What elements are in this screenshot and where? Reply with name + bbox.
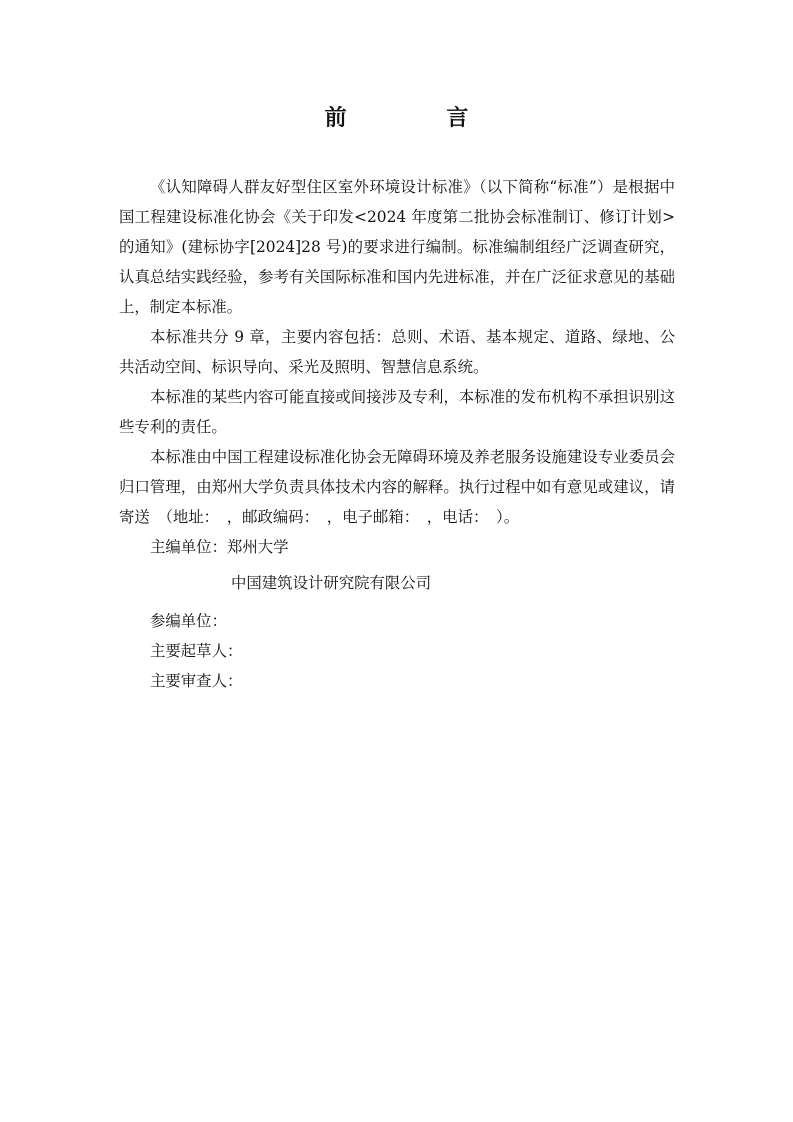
- chief-units-line: 主编单位：郑州大学: [150, 538, 289, 556]
- drafters-line: 主要起草人：: [150, 642, 243, 660]
- paragraph-intro: 《认知障碍人群友好型住区室外环境设计标准》（以下简称“标准”）是根据中国工程建设标准化协会《关于印发<2024 年度第二批协会标准制订、修订计划>的通知》(建标协字[2024]28 号)的要求进行编制。标准编制组经广泛调查研究，认真总结实践经验，参考有关国际标准和国内先进标准，并在广泛征求意见的基础上，制定本标准。: [119, 178, 675, 316]
- reviewers-line: 主要审查人：: [150, 672, 243, 690]
- paragraph-management: 本标准由中国工程建设标准化协会无障碍环境及养老服务设施建设专业委员会归口管理，由郑州大学负责具体技术内容的解释。执行过程中如有意见或建议，请寄送 （地址： ，邮政编码： ，电子邮箱： ，电话： ）。: [119, 448, 675, 526]
- page-title: 前 言: [324, 105, 515, 131]
- participating-units-line: 参编单位：: [150, 612, 227, 630]
- foreword-body: [119, 172, 675, 696]
- paragraph-contents: 本标准共分 9 章，主要内容包括：总则、术语、基本规定、道路、绿地、公共活动空间、标识导向、采光及照明、智慧信息系统。: [119, 328, 675, 376]
- paragraph-patent: 本标准的某些内容可能直接或间接涉及专利，本标准的发布机构不承担识别这些专利的责任。: [119, 388, 675, 436]
- chief-unit-2: 中国建筑设计研究院有限公司: [231, 574, 432, 592]
